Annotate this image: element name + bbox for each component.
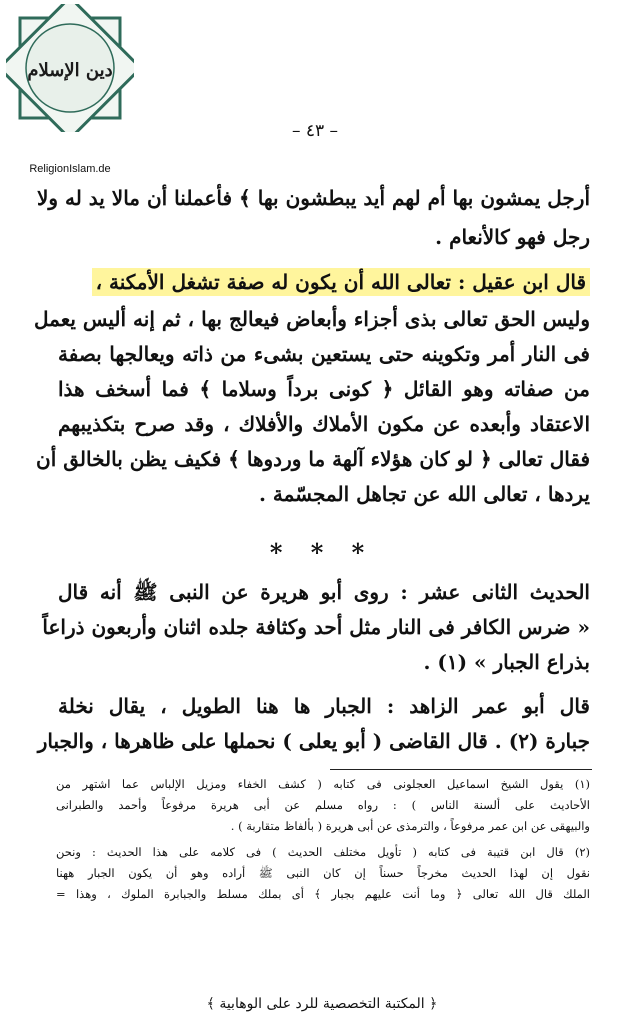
footnote-line: (١) يقول الشيخ اسماعيل العجلونى فى كتابه ( كشف الخفاء ومزيل الإلباس عما اشتهر من [56,777,590,791]
text-line: الحديث الثانى عشر : روى أبو هريرة عن النبى ﷺ أنه قال [58,580,590,604]
highlighted-sentence: قال ابن عقيل : تعالى الله أن يكون له صفة تشغل الأمكنة ، [92,268,590,296]
footnote-divider [330,769,592,770]
footnote-line: الملك قال الله تعالى ﴿ وما أنت عليهم بجبار ﴾ أى بملك مسلط والجبابرة الملوك ، وهذا = [56,887,590,901]
text-line: الاعتقاد وأبعده عن مكون الأملاك والأفلاك ، وقد صرح بتكذيبهم [58,412,591,436]
text-line: من صفاته وهو القائل ﴿ كونى برداً وسلاما ﴾ فما أسخف هذا [58,377,590,401]
text-line: فقال تعالى ﴿ لو كان هؤلاء آلهة ما وردوها ﴾ فكيف يظن بالخالق أن [36,447,590,471]
text-line: أرجل يمشون بها أم لهم أيد يبطشون بها ﴾ فأعملنا أن مالا يد له ولا [36,186,590,210]
section-separator: * * * [269,538,375,567]
footnote-line: الأحاديث على ألسنة الناس ) : رواه مسلم عن أبى هريرة مرفوعاً وأحمد والطبرانى [56,798,590,812]
text-line: « ضرس الكافر فى النار مثل أحد وكثافة جلده اثنان وأربعون ذراعاً [42,615,590,639]
logo-caption: ReligionIslam.de [29,163,111,175]
footnote-line: (٢) قال ابن قتيبة فى كتابه ( تأويل مختلف الحديث ) فى كلامه على هذا الحديث : ونحن [56,845,590,859]
logo-arabic-text: دين الإسلام [27,60,113,81]
text-line: يردها ، تعالى الله عن تجاهل المجسّمة . [258,482,590,506]
text-line: بذراع الجبار » (١) . [423,650,590,674]
text-line-highlighted [58,270,590,294]
footnote-line: نقول إن لهذا الحديث مخرجاً حسناً إن كان النبى ﷺ أراده وهو أن يكون الجبار ههنا [56,866,590,880]
text-line: فى النار أمر وتكوينه حتى يستعين بشىء من ذاته ويعالجها بصفة [58,342,590,366]
page-number: – ٤٣ – [291,121,339,141]
page-footer: ﴿ المكتبة التخصصية للرد على الوهابية ﴾ [206,996,438,1012]
site-logo [6,4,134,132]
text-line: قال أبو عمر الزاهد : الجبار ها هنا الطويل ، يقال نخلة [58,694,590,718]
text-line: وليس الحق تعالى بذى أجزاء وأبعاض فيعالج بها ، ثم إنه أليس يعمل [34,307,590,331]
text-line: رجل فهو كالأنعام . [435,225,590,249]
text-line: جبارة (٢) . قال القاضى ( أبو يعلى ) نحملها على ظاهرها ، والجبار [37,729,590,753]
footnote-line: والبيهقى عن ابن عمر مرفوعاً ، والترمذى عن أبى هريرة ( بألفاظ متقاربة ) . [230,819,590,833]
